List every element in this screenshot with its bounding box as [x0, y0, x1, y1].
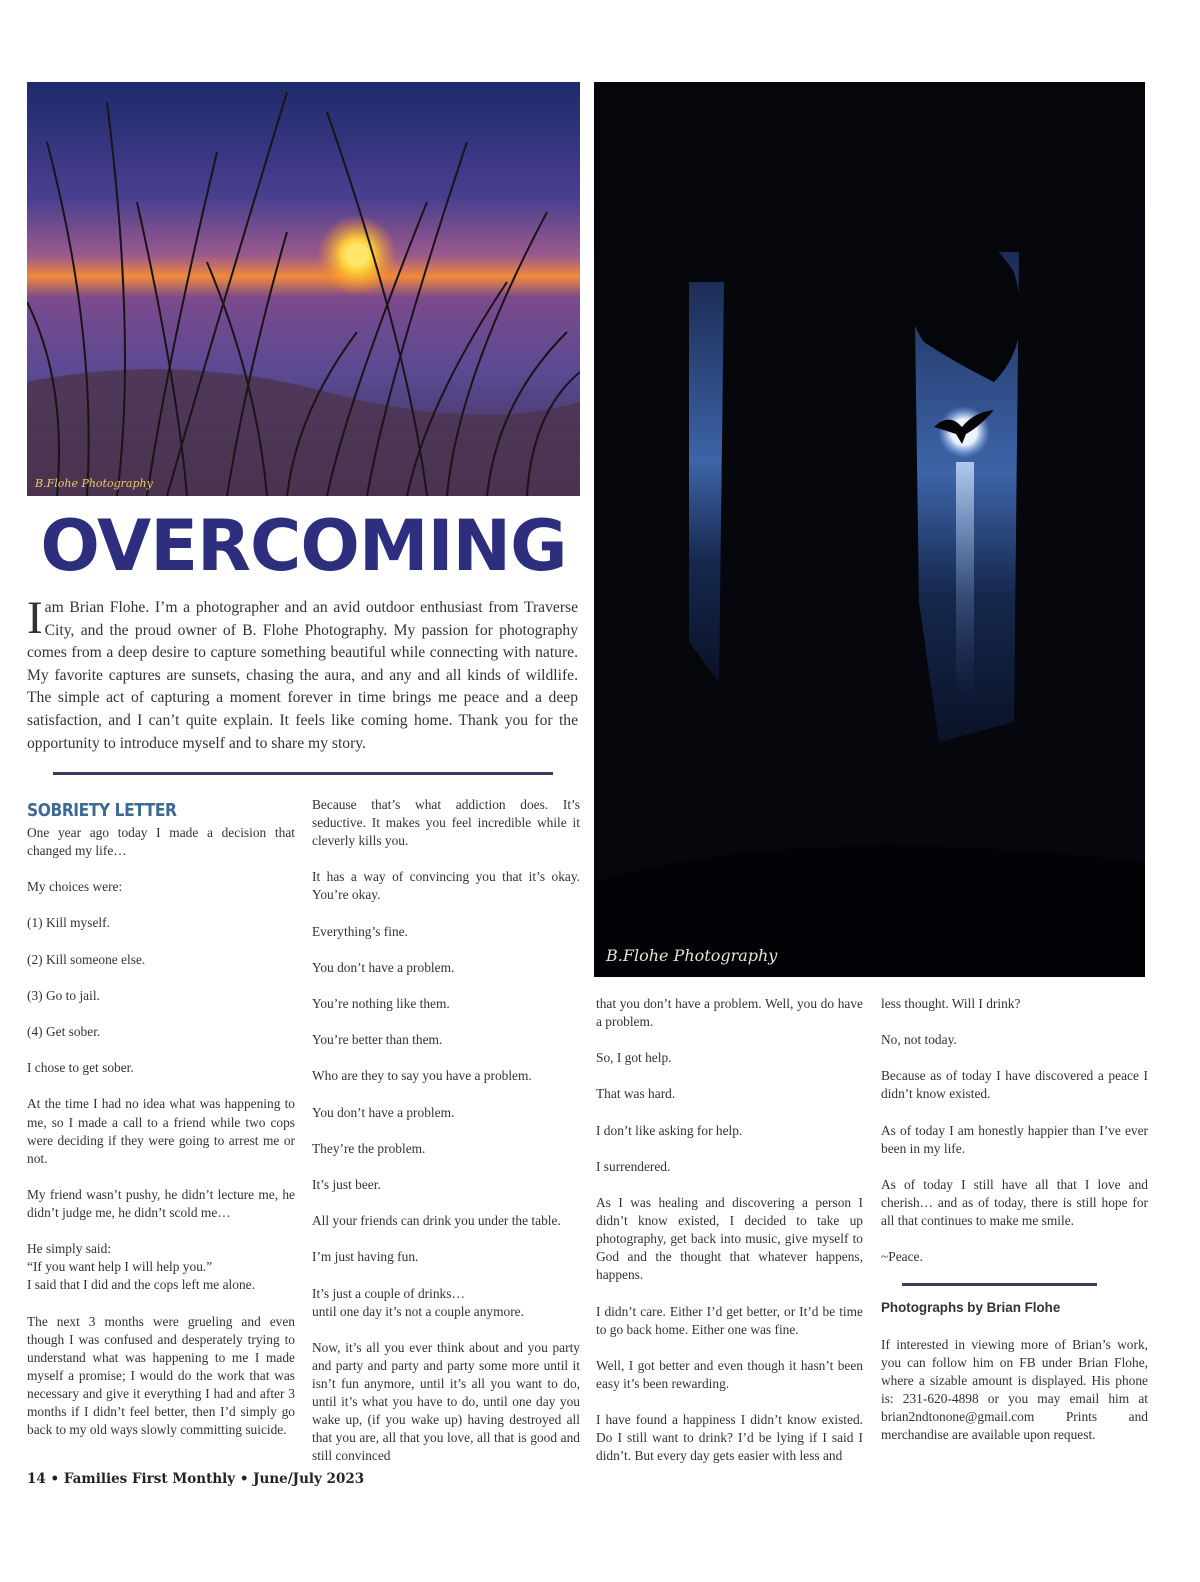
letter-paragraph: As I was healing and discovering a person I didn’t know existed, I decided to take up photography, get back into music, give myself to God and the thought that whatever happens, happens.: [596, 1195, 863, 1283]
letter-paragraph: ~Peace.: [881, 1249, 923, 1265]
letter-paragraph: So, I got help.: [596, 1050, 672, 1066]
letter-column-1: [27, 824, 295, 1439]
letter-paragraph: My friend wasn’t pushy, he didn’t lecture me, he didn’t judge me, he didn’t scold me…: [27, 1186, 295, 1220]
letter-paragraph: Because that’s what addiction does. It’s seductive. It makes you feel incredible while it cleverly kills you.: [312, 797, 580, 849]
letter-paragraph: You’re better than them.: [312, 1032, 443, 1048]
letter-paragraph: As of today I am honestly happier than I’ve ever been in my life.: [881, 1122, 1148, 1156]
sunset-beach-dune-grass-photo: [27, 82, 580, 496]
letter-paragraph: It’s just a couple of drinks… until one day it’s not a couple anymore.: [312, 1285, 524, 1319]
letter-paragraph: No, not today.: [881, 1032, 957, 1048]
letter-paragraph: That was hard.: [596, 1086, 676, 1102]
letter-paragraph: (1) Kill myself.: [27, 915, 110, 931]
letter-paragraph: (2) Kill someone else.: [27, 951, 146, 967]
letter-paragraph: You’re nothing like them.: [312, 996, 450, 1012]
letter-column-3: [596, 995, 863, 1465]
photo-credit-text: If interested in viewing more of Brian’s work, you can follow him on FB under Brian Flohe, where a sizable amount is displayed. His phone is: 231-620-4898 or you may email him at brian2ndtonone@gmail.com Prints and merchandise are available upon request.: [881, 1336, 1148, 1443]
letter-paragraph: that you don’t have a problem. Well, you do have a problem.: [596, 996, 863, 1030]
letter-paragraph: As of today I still have all that I love and cherish… and as of today, there is still hope for all that continues to make me smile.: [881, 1176, 1148, 1229]
letter-paragraph: (3) Go to jail.: [27, 987, 100, 1003]
article-title: OVERCOMING: [40, 505, 567, 587]
sunset-photo: [27, 82, 580, 496]
letter-paragraph: I’m just having fun.: [312, 1249, 419, 1265]
section-heading: SOBRIETY LETTER: [27, 800, 177, 821]
letter-paragraph: (4) Get sober.: [27, 1024, 101, 1040]
intro-paragraph: [27, 592, 578, 755]
letter-paragraph: He simply said: “If you want help I will help you.” I said that I did and the cops left me alone.: [27, 1241, 255, 1293]
letter-paragraph: I have found a happiness I didn’t know existed. Do I still want to drink? I’d be lying if I said I didn’t. But every day gets easier with less and: [596, 1412, 863, 1464]
letter-paragraph: less thought. Will I drink?: [881, 996, 1021, 1011]
letter-paragraph: Who are they to say you have a problem.: [312, 1068, 532, 1084]
photo-watermark: B.Flohe Photography: [606, 946, 778, 965]
letter-paragraph: Everything’s fine.: [312, 923, 408, 939]
photo-credit-heading: Photographs by Brian Flohe: [881, 1300, 1061, 1316]
intro-text: am Brian Flohe. I’m a photographer and an avid outdoor enthusiast from Traverse City, and the proud owner of B. Flohe Photography. My passion for photography comes from a deep desire to capture something beautiful while connecting with nature. My favorite captures are sunsets, chasing the aura, and any and all kinds of wildlife. The simple act of capturing a moment forever in time brings me peace and a deep satisfaction, and I can’t quite explain. It feels like coming home. Thank you for the opportunity to introduce myself and to share my story.: [27, 599, 578, 752]
letter-paragraph: They’re the problem.: [312, 1140, 426, 1156]
letter-paragraph: At the time I had no idea what was happening to me, so I made a call to a friend while two cops were deciding if they were going to arrest me or not.: [27, 1096, 295, 1166]
section-divider: [53, 772, 553, 775]
drop-cap: I: [27, 592, 43, 644]
letter-paragraph: Now, it’s all you ever think about and you party and party and party and party some more until it isn’t fun anymore, until it’s all you want to do, until it’s what you have to do, until one day you wake up, (if you wake up) having destroyed all that you are, all that you love, all that is good and still convinced: [312, 1339, 580, 1464]
letter-column-2: [312, 796, 580, 1465]
letter-paragraph: All your friends can drink you under the table.: [312, 1213, 561, 1229]
page-footer: 14 • Families First Monthly • June/July 2023: [27, 1471, 365, 1487]
letter-paragraph: The next 3 months were grueling and even though I was confused and desperately trying to understand what was happening to me I made myself a promise; I would do the work that was necessary and give it everything I had and after 3 months if I didn’t feel better, then I’d simply go back to my old ways slowly committing suicide.: [27, 1313, 295, 1438]
letter-column-4-body: [881, 995, 1148, 1266]
letter-paragraph: I chose to get sober.: [27, 1060, 134, 1076]
letter-paragraph: My choices were:: [27, 879, 123, 895]
letter-paragraph: Because as of today I have discovered a peace I didn’t know existed.: [881, 1068, 1148, 1102]
photo-watermark: B.Flohe Photography: [35, 477, 153, 490]
letter-column-4: [881, 995, 1148, 1444]
letter-paragraph: It’s just beer.: [312, 1176, 381, 1192]
letter-paragraph: You don’t have a problem.: [312, 1104, 455, 1120]
letter-paragraph: You don’t have a problem.: [312, 959, 455, 975]
letter-paragraph: I didn’t care. Either I’d get better, or It’d be time to go back home. Either one was fine.: [596, 1303, 863, 1337]
letter-paragraph: It has a way of convincing you that it’s okay. You’re okay.: [312, 869, 580, 903]
moonlit-forest-eagle-photo: [594, 82, 1145, 977]
credits-divider: [902, 1283, 1097, 1286]
forest-photo: [594, 82, 1145, 977]
letter-paragraph: One year ago today I made a decision that changed my life…: [27, 825, 295, 859]
letter-paragraph: Well, I got better and even though it hasn’t been easy it’s been rewarding.: [596, 1357, 863, 1391]
letter-paragraph: I don’t like asking for help.: [596, 1122, 743, 1138]
letter-paragraph: I surrendered.: [596, 1158, 671, 1174]
